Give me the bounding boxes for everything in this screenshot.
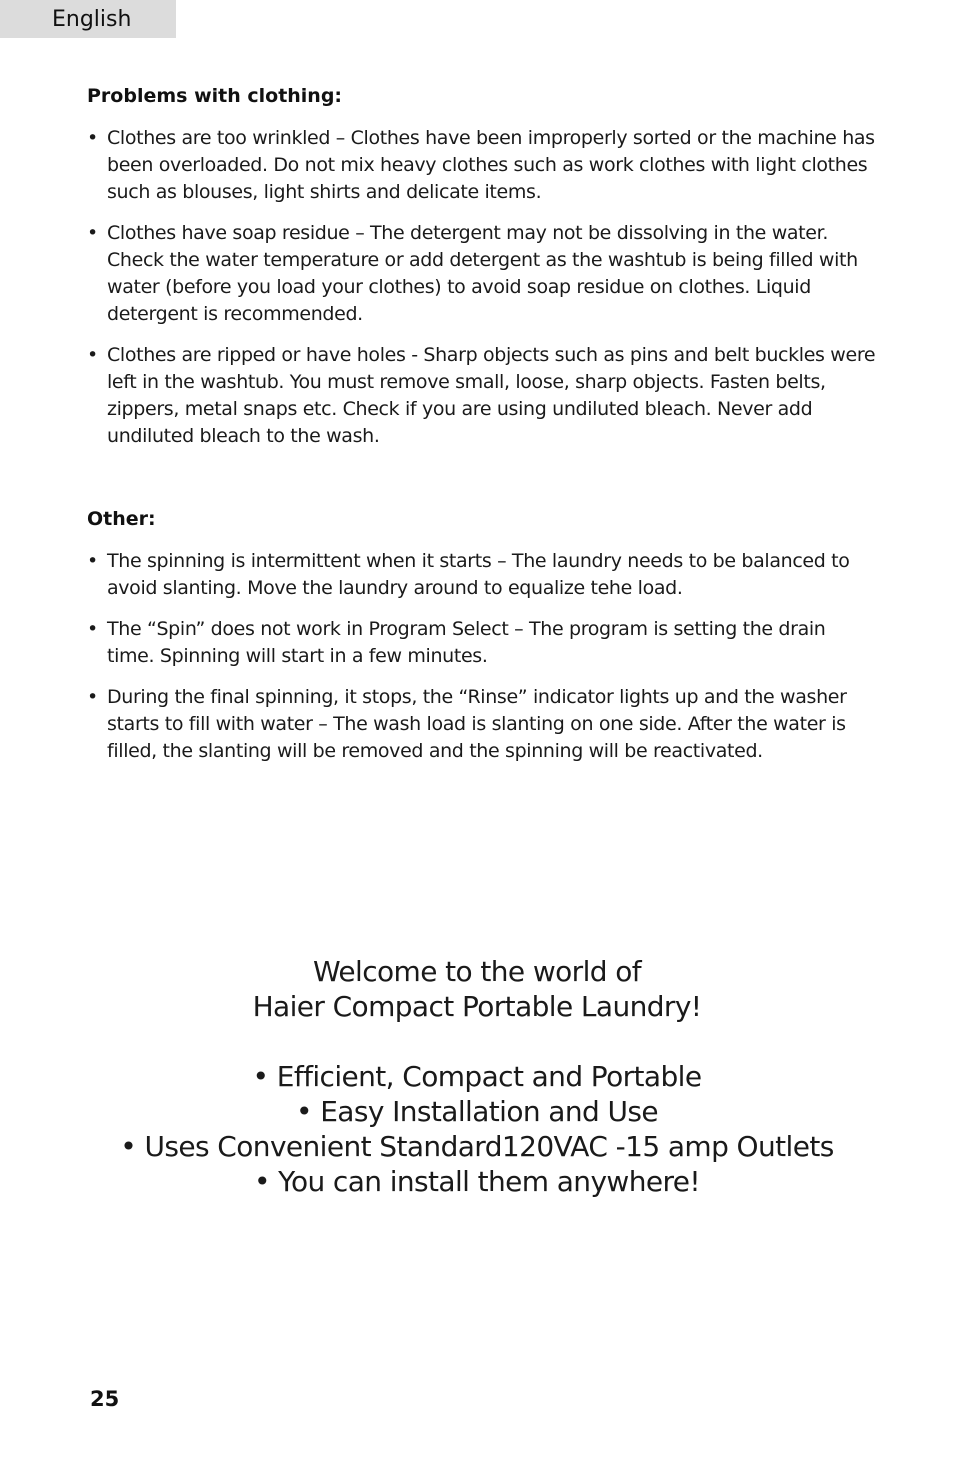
list-item xyxy=(87,342,877,450)
feature-line: • You can install them anywhere! xyxy=(253,1165,701,1198)
list-item-text: During the final spinning, it stops, the “Rinse” indicator lights up and the washer starts to fill with water – The wash load is slanting on one side. After the water is filled, the slanting will be removed and the spinning will be reactivated. xyxy=(107,686,847,762)
language-tab-label: English xyxy=(52,7,132,32)
page-number: 25 xyxy=(90,1387,120,1411)
list-item-text: Clothes are ripped or have holes - Sharp objects such as pins and belt buckles were left in the washtub. You must remove small, loose, sharp objects. Fasten belts, zippers, metal snaps etc. Check if you are using undiluted bleach. Never add undiluted bleach to the wash. xyxy=(107,344,876,447)
list-item xyxy=(87,220,877,328)
welcome-line-1: Welcome to the world of xyxy=(312,955,642,988)
list-item-text: The spinning is intermittent when it starts – The laundry needs to be balanced to avoid slanting. Move the laundry around to equalize tehe load. xyxy=(107,550,850,599)
other-problems-list xyxy=(87,548,877,765)
feature-line: • Efficient, Compact and Portable xyxy=(252,1060,702,1093)
bullet-icon: • xyxy=(87,686,98,708)
welcome-block xyxy=(0,954,954,1199)
language-tab xyxy=(0,0,176,38)
list-item xyxy=(87,616,877,670)
bullet-icon: • xyxy=(87,127,98,149)
list-item-text: Clothes have soap residue – The detergent may not be dissolving in the water. Check the water temperature or add detergent as the washtub is being filled with water (before you load your clothes) to avoid soap residue on clothes. Liquid detergent is recommended. xyxy=(107,222,858,325)
welcome-spacer xyxy=(0,1024,954,1059)
list-item xyxy=(87,125,877,206)
list-item xyxy=(87,684,877,765)
bullet-icon: • xyxy=(87,550,98,572)
other-problems-heading: Other: xyxy=(87,508,156,530)
bullet-icon: • xyxy=(87,618,98,640)
bullet-icon: • xyxy=(87,222,98,244)
clothing-problems-heading: Problems with clothing: xyxy=(87,85,343,107)
bullet-icon: • xyxy=(87,344,98,366)
feature-line: • Uses Convenient Standard120VAC -15 amp Outlets xyxy=(120,1130,834,1163)
clothing-problems-section xyxy=(87,84,877,464)
list-item-text: The “Spin” does not work in Program Select – The program is setting the drain time. Spinning will start in a few minutes. xyxy=(107,618,826,667)
welcome-line-2: Haier Compact Portable Laundry! xyxy=(252,990,702,1023)
feature-line: • Easy Installation and Use xyxy=(296,1095,658,1128)
list-item xyxy=(87,548,877,602)
clothing-problems-list xyxy=(87,125,877,450)
other-problems-section xyxy=(87,507,877,779)
list-item-text: Clothes are too wrinkled – Clothes have been improperly sorted or the machine has been overloaded. Do not mix heavy clothes such as work clothes with light clothes such as blouses, light shirts and delicate items. xyxy=(107,127,875,203)
